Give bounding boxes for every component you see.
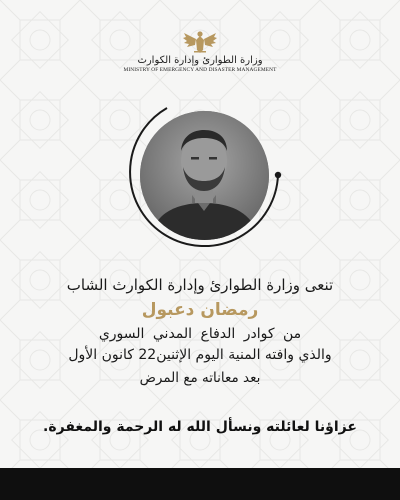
eagle-emblem-icon (183, 30, 217, 54)
deceased-name: رمضان دعبول (141, 300, 259, 320)
announcement-line-5: بعد معاناته مع المرض (139, 370, 261, 386)
ministry-name-english: MINISTRY OF EMERGENCY AND DISASTER MANAGEMENT (123, 67, 277, 73)
ministry-logo (0, 30, 400, 73)
announcement-line-1: تنعى وزارة الطوارئ وإدارة الكوارث الشاب (66, 276, 334, 294)
ministry-name-arabic: وزارة الطوارئ وإدارة الكوارث (137, 55, 263, 66)
person-silhouette-icon (140, 111, 269, 240)
portrait-frame (126, 97, 283, 254)
portrait-photo (140, 111, 269, 240)
footer-bar (0, 468, 400, 500)
condolence-closing: عزاؤنا لعائلته ونسأل الله له الرحمة والمغفرة. (43, 419, 357, 435)
announcement-line-3: من كوادر الدفاع المدني السوري (98, 326, 302, 342)
announcement-line-4: والذي وافته المنية اليوم الإثنين22 كانون الأول (68, 347, 332, 363)
